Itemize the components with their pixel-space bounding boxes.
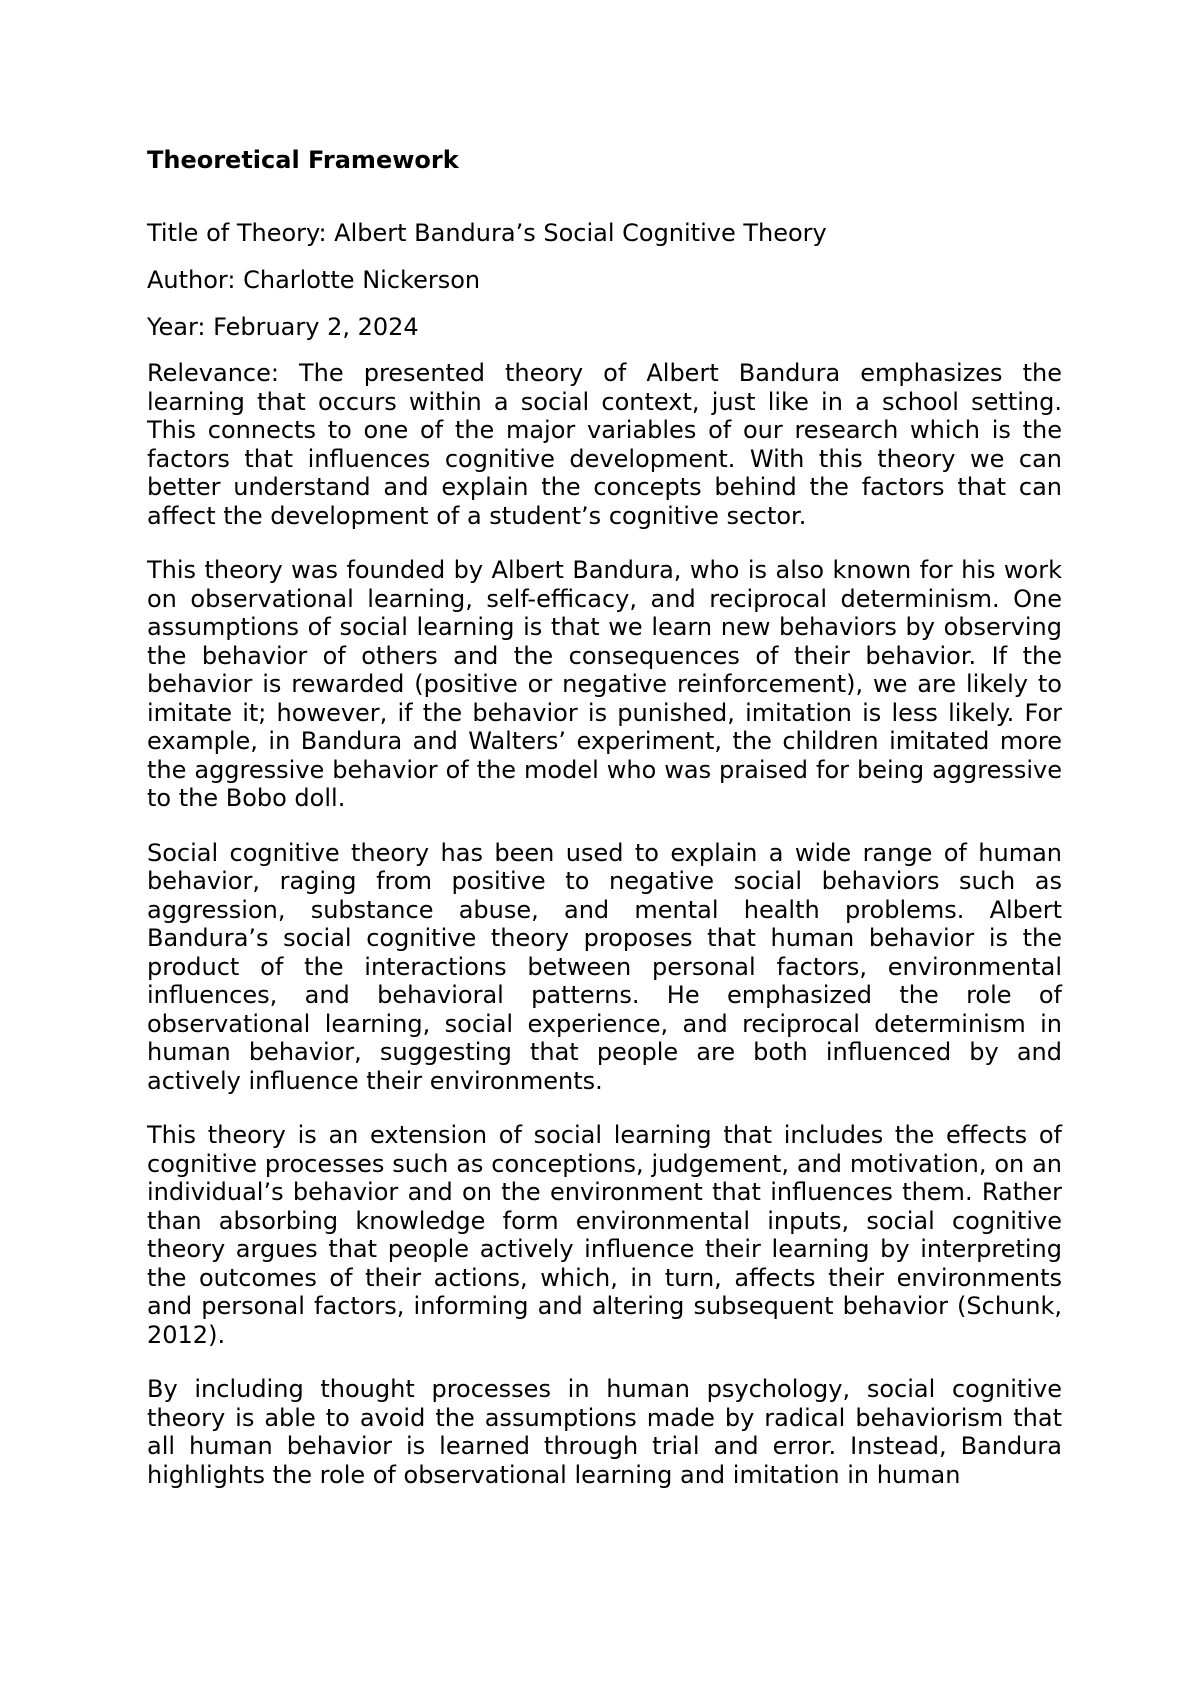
paragraph-founder: This theory was founded by Albert Bandura, who is also known for his work on observational learning, self-efficacy, and reciprocal determinism. One assumptions of social learning is that we learn new behaviors by observing the behavior of others and the consequences of their behavior. If the behavior is rewarded (positive or negative reinforcement), we are likely to imitate it; however, if the behavior is punished, imitation is less likely. For example, in Bandura and Walters’ experiment, the children imitated more the aggressive behavior of the model who was praised for being aggressive to the Bobo doll. (147, 556, 1062, 812)
paragraph-range: Social cognitive theory has been used to explain a wide range of human behavior, raging from positive to negative social behaviors such as aggression, substance abuse, and mental health problems. Albert Bandura’s social cognitive theory proposes that human behavior is the product of the interactions between personal factors, environmental influences, and behavioral patterns. He emphasized the role of observational learning, social experience, and reciprocal determinism in human behavior, suggesting that people are both influenced by and actively influence their environments. (147, 838, 1062, 1095)
page-title: Theoretical Framework (147, 146, 459, 174)
paragraph-thought-processes: By including thought processes in human psychology, social cognitive theory is able to avoid the assumptions made by radical behaviorism that all human behavior is learned through trial and error. Instead, Bandura highlights the role of observational learning and imitation in human (147, 1375, 1062, 1489)
paragraph-extension: This theory is an extension of social learning that includes the effects of cognitive processes such as conceptions, judgement, and motivation, on an individual’s behavior and on the environment that influences them. Rather than absorbing knowledge form environmental inputs, social cognitive theory argues that people actively influence their learning by interpreting the outcomes of their actions, which, in turn, affects their environments and personal factors, informing and altering subsequent behavior (Schunk, 2012). (147, 1121, 1062, 1349)
theory-year-line: Year: February 2, 2024 (147, 313, 419, 341)
document-body (147, 140, 1062, 1515)
paragraph-relevance: Relevance: The presented theory of Albert Bandura emphasizes the learning that occurs within a social context, just like in a school setting. This connects to one of the major variables of our research which is the factors that influences cognitive development. With this theory we can better understand and explain the concepts behind the factors that can affect the development of a student’s cognitive sector. (147, 359, 1062, 530)
theory-author-line: Author: Charlotte Nickerson (147, 266, 481, 294)
theory-title-line: Title of Theory: Albert Bandura’s Social Cognitive Theory (147, 219, 827, 247)
theory-meta (147, 218, 1062, 342)
